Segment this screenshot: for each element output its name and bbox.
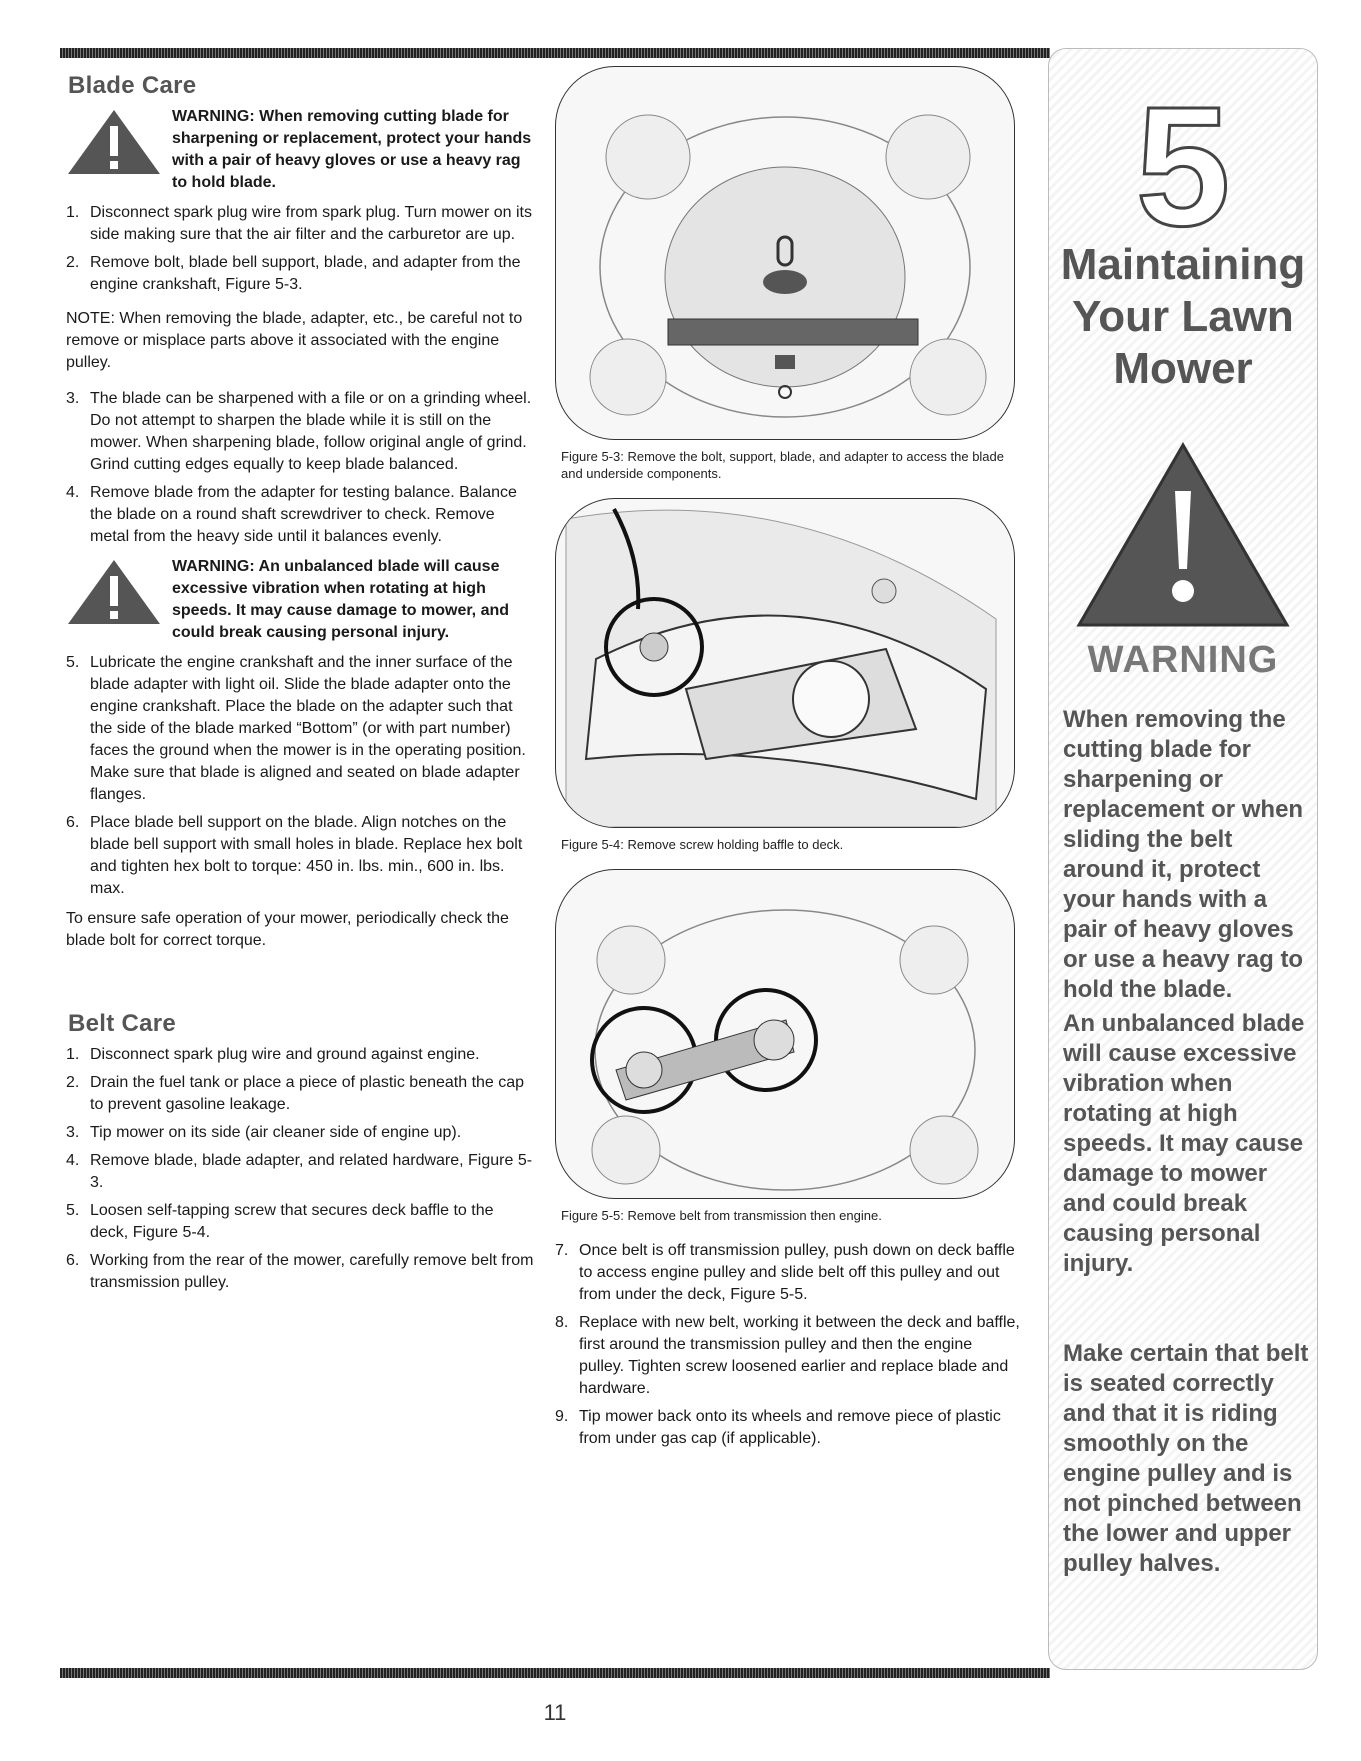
blade-care-heading: Blade Care bbox=[68, 72, 197, 99]
warning-icon bbox=[66, 108, 162, 176]
blade-steps-1 bbox=[66, 202, 536, 296]
list-item: 3. The blade can be sharpened with a file or on a grinding wheel. Do not attempt to sharpen the blade while it is still on the mower. When sharpening blade, follow original angle of grind. Grind cutting edges equally to keep blade balanced. bbox=[66, 390, 532, 473]
page-number: 11 bbox=[543, 1700, 567, 1725]
belt-steps bbox=[66, 1044, 536, 1294]
figure-5-4-caption: Figure 5-4: Remove screw holding baffle to deck. bbox=[561, 837, 844, 852]
top-rule bbox=[60, 48, 1050, 58]
blade-closing: To ensure safe operation of your mower, periodically check the blade bolt for correct torque. bbox=[66, 910, 509, 949]
deck-baffle-illustration bbox=[556, 499, 1014, 827]
mower-underside-illustration bbox=[556, 67, 1014, 439]
unbalanced-warning-text: WARNING: An unbalanced blade will cause excessive vibration when rotating at high speeds. It may cause damage to mower, and could break causing personal injury. bbox=[172, 558, 510, 641]
warning-label: WARNING bbox=[1087, 639, 1279, 681]
sidebar-warning-text-1: When removing the cutting blade for sharpening or replacement or when sliding the belt around it, protect your hands with a pair of heavy gloves or use a heavy rag to hold the blade. bbox=[1063, 706, 1304, 1003]
bottom-rule bbox=[60, 1668, 1050, 1678]
warning-icon bbox=[66, 558, 162, 626]
list-item: 3. Tip mower on its side (air cleaner side of engine up). bbox=[66, 1124, 462, 1141]
middle-column bbox=[555, 66, 1020, 1458]
sidebar-warning-text-2: An unbalanced blade will cause excessive vibration when rotating at high speeds. It may cause damage to mower and could break causing personal injury. bbox=[1063, 1010, 1305, 1277]
list-item: 2. Remove bolt, blade bell support, blade, and adapter from the engine crankshaft, Figure 5-3. bbox=[66, 254, 521, 293]
figure-5-3 bbox=[555, 66, 1015, 440]
figure-5-5 bbox=[555, 869, 1015, 1199]
list-item: 4. Remove blade, blade adapter, and related hardware, Figure 5-3. bbox=[66, 1152, 533, 1191]
list-item: 4. Remove blade from the adapter for testing balance. Balance the blade on a round shaft screwdriver to check. Remove metal from the heavy side until it balances evenly. bbox=[66, 484, 517, 545]
list-item: 7. Once belt is off transmission pulley, push down on deck baffle to access engine pulley and slide belt off this pulley and out from under the deck, Figure 5-5. bbox=[555, 1242, 1015, 1303]
blade-steps-3 bbox=[66, 652, 536, 900]
chapter-sidebar bbox=[1048, 48, 1318, 1670]
figure-5-4 bbox=[555, 498, 1015, 828]
sidebar-warning-text-3: Make certain that belt is seated correctly and that it is riding smoothly on the engine pulley and is not pinched between the lower and upper pulley halves. bbox=[1063, 1340, 1309, 1577]
svg-text:5: 5 bbox=[1135, 85, 1231, 245]
belt-pulley-illustration bbox=[556, 870, 1014, 1198]
list-item: 5. Loosen self-tapping screw that secures deck baffle to the deck, Figure 5-4. bbox=[66, 1202, 494, 1241]
belt-care-heading: Belt Care bbox=[68, 1010, 177, 1037]
belt-steps-continued bbox=[555, 1240, 1020, 1450]
figure-5-5-caption: Figure 5-5: Remove belt from transmission then engine. bbox=[561, 1208, 882, 1223]
list-item: 8. Replace with new belt, working it between the deck and baffle, first around the transmission pulley and then the engine pulley. Tighten screw loosened earlier and replace blade and hardware. bbox=[555, 1314, 1020, 1397]
list-item: 1. Disconnect spark plug wire and ground against engine. bbox=[66, 1046, 480, 1063]
section-number-badge bbox=[1113, 85, 1253, 245]
blade-warning-text: WARNING: When removing cutting blade for sharpening or replacement, protect your hands with a pair of heavy gloves or use a heavy rag to hold blade. bbox=[172, 108, 532, 191]
list-item: 2. Drain the fuel tank or place a piece of plastic beneath the cap to prevent gasoline leakage. bbox=[66, 1074, 525, 1113]
left-column bbox=[66, 72, 536, 1302]
blade-note: NOTE: When removing the blade, adapter, etc., be careful not to remove or misplace parts above it associated with the engine pulley. bbox=[66, 310, 523, 371]
list-item: 9. Tip mower back onto its wheels and remove piece of plastic from under gas cap (if applicable). bbox=[555, 1408, 1001, 1447]
figure-5-3-caption: Figure 5-3: Remove the bolt, support, blade, and adapter to access the blade and underside components. bbox=[561, 449, 1004, 481]
list-item: 6. Place blade bell support on the blade. Align notches on the blade bell support with small holes in blade. Replace hex bolt and tighten hex bolt to torque: 450 in. lbs. min., 600 in. lbs. max. bbox=[66, 814, 523, 897]
list-item: 1. Disconnect spark plug wire from spark plug. Turn mower on its side making sure that the air filter and the carburetor are up. bbox=[66, 204, 532, 243]
blade-steps-2 bbox=[66, 388, 536, 548]
warning-icon bbox=[1075, 439, 1291, 629]
chapter-title: Maintaining Your Lawn Mower bbox=[1060, 240, 1306, 393]
unbalanced-warning bbox=[66, 556, 536, 644]
blade-warning bbox=[66, 106, 536, 194]
list-item: 5. Lubricate the engine crankshaft and the inner surface of the blade adapter with light oil. Slide the blade adapter onto the engine crankshaft. Place the blade on the adapter such that the side of the blade marked “Bottom” (or with part number) faces the ground when the mower is in the operating position. Make sure that blade is aligned and seated on blade adapter flanges. bbox=[66, 654, 526, 803]
list-item: 6. Working from the rear of the mower, carefully remove belt from transmission pulley. bbox=[66, 1252, 534, 1291]
